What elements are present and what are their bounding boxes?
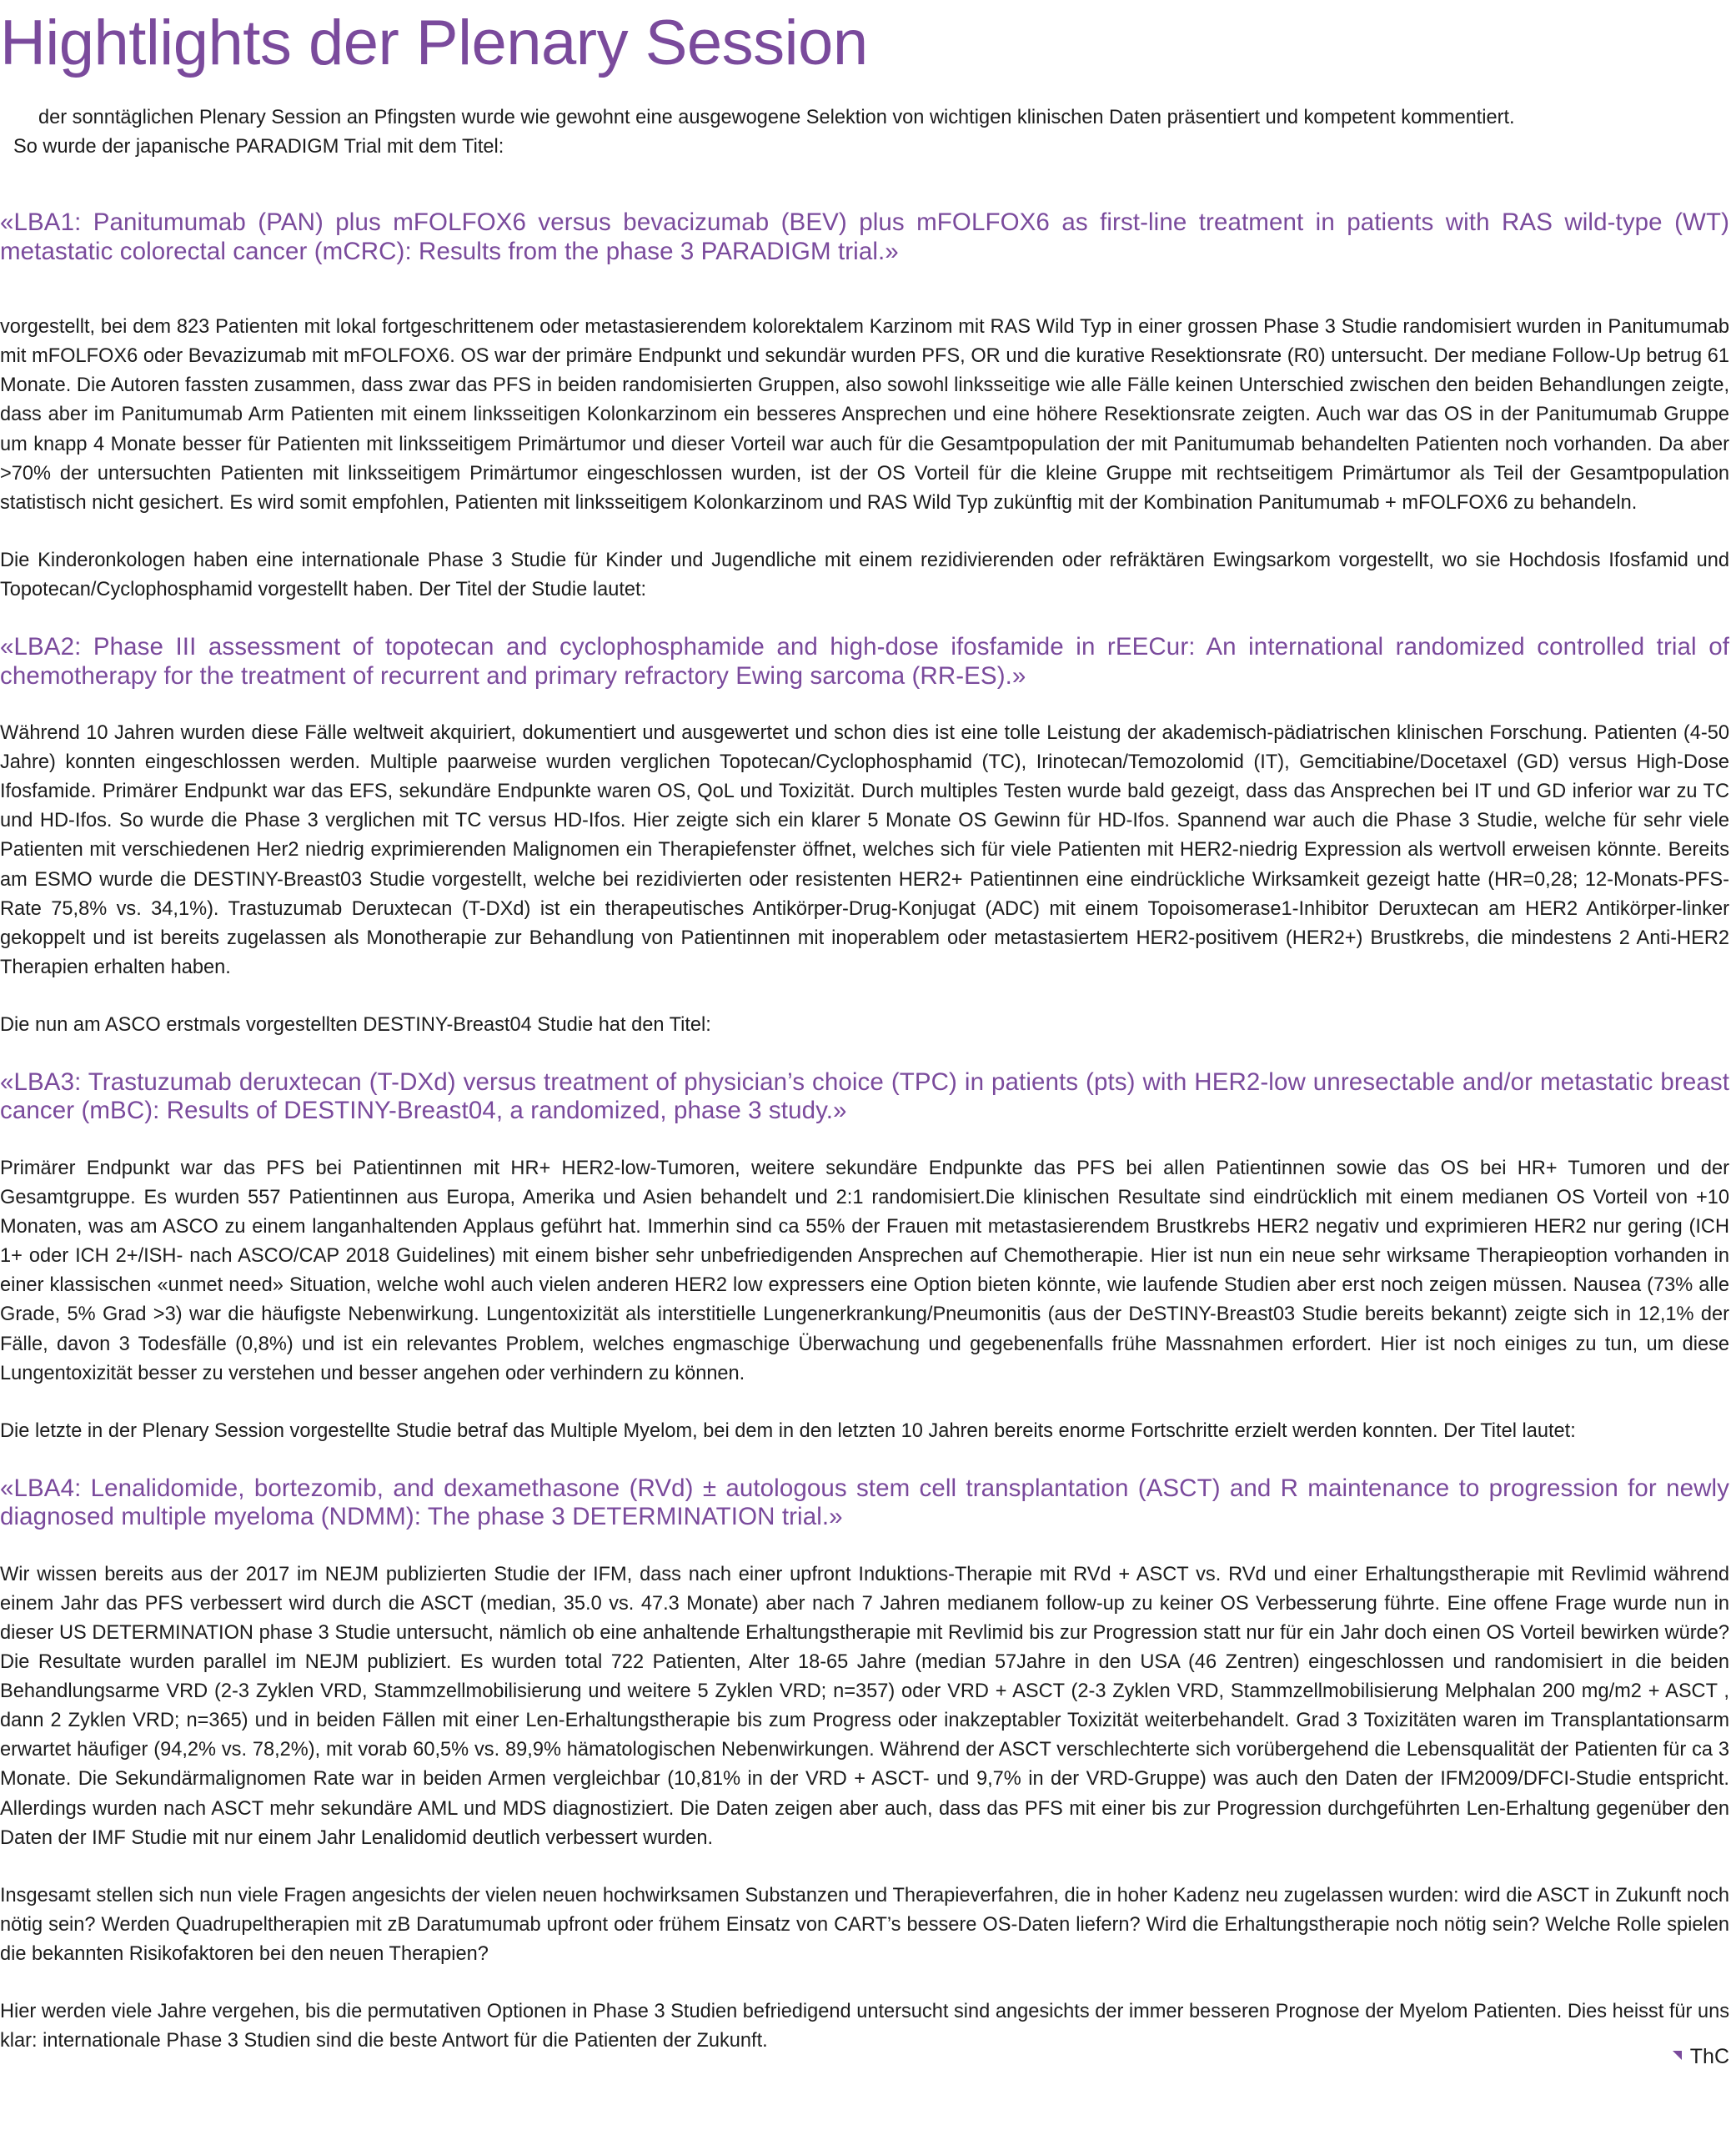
lba3-body: Primärer Endpunkt war das PFS bei Patientinnen mit HR+ HER2-low-Tumoren, weitere sekundäre Endpunkte das PFS bei allen Patientinnen sowie das OS bei HR+ Tumoren und der Gesamtgruppe. Es wurden 557 Patientinnen aus Europa, Amerika und Asien behandelt und 2:1 randomisiert.Die klinischen Resultate sind eindrücklich mit einem medianen OS Vorteil von +10 Monaten, was am ASCO zu einem langanhaltenden Applaus geführt hat. Immerhin sind ca 55% der Frauen mit metastasierendem Brustkrebs HER2 negativ und exprimieren HER2 nur gering (ICH 1+ oder ICH 2+/ISH- nach ASCO/CAP 2018 Guidelines) mit einem bisher sehr unbefriedigenden Ansprechen auf Chemotherapie. Hier ist nun ein neue sehr wirksame Therapieoption vorhanden in einer klassischen «unmet need» Situation, welche wohl auch vielen anderen HER2 low expressers eine Option bieten könnte, wie laufende Studien aber erst noch zeigen müssen. Nausea (73% alle Grade, 5% Grad >3) war die häufigste Nebenwirkung. Lungentoxizität als interstitielle Lungenerkrankung/Pneumonitis (aus der DeSTINY-Breast03 Studie bereits bekannt) zeigte sich in 12,1% der Fälle, davon 3 Todesfälle (0,8%) und ist ein relevantes Problem, welches engmaschige Überwachung und gegebenenfalls frühe Massnahmen erfordert. Hier ist noch einiges zu tun, um diese Lungentoxizität besser zu verstehen und besser angehen oder verhindern zu können.: [0, 1157, 1729, 1384]
lba4-title: «LBA4: Lenalidomide, bortezomib, and dexamethasone (RVd) ± autologous stem cell transplantation (ASCT) and R maintenance to progression for newly diagnosed multiple myeloma (NDMM): The phase 3 DETERMINATION trial.»: [0, 1474, 1729, 1531]
conclusion-paragraph-1: Insgesamt stellen sich nun viele Fragen angesichts der vielen neuen hochwirksamen Substanzen und Therapieverfahren, die in hoher Kadenz neu zugelassen wurden: wird die ASCT in Zukunft noch nötig sein? Werden Quadrupeltherapien mit zB Daratumumab upfront oder frühem Einsatz von CART’s bessere OS-Daten liefern? Wird die Erhaltungstherapie noch nötig sein? Welche Rolle spielen die bekannten Risikofaktoren bei den neuen Therapien?: [0, 1884, 1729, 1965]
intro-paragraph-2: So wurde der japanische PARADIGM Trial mit dem Titel:: [13, 136, 504, 158]
lba1-title: «LBA1: Panitumumab (PAN) plus mFOLFOX6 versus bevacizumab (BEV) plus mFOLFOX6 as first-line treatment in patients with RAS wild-type (WT) metastatic colorectal cancer (mCRC): Results from the phase 3 PARADIGM trial.»: [0, 208, 1729, 265]
conclusion-paragraph-2: Hier werden viele Jahre vergehen, bis die permutativen Optionen in Phase 3 Studien befriedigend untersucht sind angesichts der immer besseren Prognose der Myelom Patienten. Dies heisst für uns klar: internationale Phase 3 Studien sind die beste Antwort für die Patienten der Zukunft.: [0, 2001, 1729, 2052]
lba3-intro: Die nun am ASCO erstmals vorgestellten DESTINY-Breast04 Studie hat den Titel:: [0, 1013, 711, 1036]
lba4-body: Wir wissen bereits aus der 2017 im NEJM publizierten Studie der IFM, dass nach einer upfront Induktions-Therapie mit RVd + ASCT vs. RVd und einer Erhaltungstherapie mit Revlimid während einem Jahr das PFS verbessert wird durch die ASCT (median, 35.0 vs. 47.3 Monate) aber nach 7 Jahren medianem follow-up zu keiner OS Verbesserung führte. Eine offene Frage wurde nun in dieser US DETERMINATION phase 3 Studie untersucht, nämlich ob eine anhaltende Erhaltungstherapie mit Revlimid bis zur Progression statt nur für ein Jahr doch einen OS Vorteil bewirken würde? Die Resultate wurden parallel im NEJM publiziert. Es wurden total 722 Patienten, Alter 18-65 Jahre (median 57Jahre in den USA (46 Zentren) eingeschlossen und randomisiert in die beiden Behandlungsarme VRD (2-3 Zyklen VRD, Stammzellmobilisierung und weitere 5 Zyklen VRD; n=357) oder VRD + ASCT (2-3 Zyklen VRD, Stammzellmobilisierung Melphalan 200 mg/m2 + ASCT , dann 2 Zyklen VRD; n=365) und in beiden Fällen mit einer Len-Erhaltungstherapie bis zum Progress oder inakzeptabler Toxizität weiterbehandelt. Grad 3 Toxizitäten waren im Transplantationsarm erwartet häufiger (94,2% vs. 78,2%), mit vorab 60,5% vs. 89,9% hämatologischen Nebenwirkungen. Während der ASCT verschlechterte sich vorübergehend die Lebensqualität der Patienten für ca 3 Monate. Die Sekundärmalignomen Rate war in beiden Armen vergleichbar (10,81% in der VRD + ASCT- und 9,7% in der VRD-Gruppe) was auch den Daten der IFM2009/DFCI-Studie entspricht. Allerdings wurden nach ASCT mehr sekundäre AML und MDS diagnostiziert. Die Daten zeigen aber auch, dass das PFS mit einer bis zur Progression durchgeführten Len-Erhaltung gegenüber den Daten der IMF Studie mit nur einem Jahr Lenalidomid deutlich verbessert wurden.: [0, 1563, 1729, 1849]
lba1-body: vorgestellt, bei dem 823 Patienten mit lokal fortgeschrittenem oder metastasierendem kolorektalem Karzinom mit RAS Wild Typ in einer grossen Phase 3 Studie randomisiert wurden in Panitumumab mit mFOLFOX6 oder Bevazizumab mit mFOLFOX6. OS war der primäre Endpunkt und sekundär wurden PFS, OR und die kurative Resektionsrate (R0) untersucht. Der mediane Follow-Up betrug 61 Monate. Die Autoren fassten zusammen, dass zwar das PFS in beiden randomisierten Gruppen, also sowohl linksseitige wie alle Fälle keinen Unterschied zwischen den beiden Behandlungen zeigte, dass aber im Panitumumab Arm Patienten mit einem linksseitigen Kolonkarzinom ein besseres Ansprechen und eine höhere Resektionsrate zeigten. Auch war das OS in der Panitumumab Gruppe um knapp 4 Monate besser für Patienten mit linksseitigem Primärtumor und dieser Vorteil war auch für die Gesamtpopulation der mit Panitumumab behandelten Patienten noch vorhanden. Da aber >70% der untersuchten Patienten mit linksseitigem Primärtumor eingeschlossen wurden, ist der OS Vorteil für die kleine Gruppe mit rechtseitigem Primärtumor als Teil der Gesamtpopulation statistisch nicht gesichert. Es wird somit empfohlen, Patienten mit linksseitigem Kolonkarzinom und RAS Wild Typ zukünftig mit der Kombination Panitumumab + mFOLFOX6 zu behandeln.: [0, 316, 1729, 514]
article-body: [0, 103, 1729, 2056]
author-initials: ThC: [1689, 2045, 1729, 2068]
intro-paragraph: der sonntäglichen Plenary Session an Pfingsten wurde wie gewohnt eine ausgewogene Selektion von wichtigen klinischen Daten präsentiert und kompetent kommentiert.: [38, 107, 1515, 128]
lba4-intro: Die letzte in der Plenary Session vorgestellte Studie betraf das Multiple Myelom, bei dem in den letzten 10 Jahren bereits enorme Fortschritte erzielt werden konnten. Der Titel lautet:: [0, 1419, 1576, 1442]
author-signature: [1673, 2044, 1729, 2069]
lba2-intro: Die Kinderonkologen haben eine internationale Phase 3 Studie für Kinder und Jugendliche mit einem rezidivierenden oder refräktären Ewingsarkom vorgestellt, wo sie Hochdosis Ifosfamid und Topotecan/Cyclophosphamid vorgestellt haben. Der Titel der Studie lautet:: [0, 549, 1729, 600]
page-title: Hightlights der Plenary Session: [0, 8, 868, 78]
lba2-title: «LBA2: Phase III assessment of topotecan and cyclophosphamide and high-dose ifosfamide in rEECur: An international randomized controlled trial of chemotherapy for the treatment of recurrent and primary refractory Ewing sarcoma (RR-ES).»: [0, 633, 1729, 690]
lba2-body: Während 10 Jahren wurden diese Fälle weltweit akquiriert, dokumentiert und ausgewertet und schon dies ist eine tolle Leistung der akademisch-pädiatrischen klinischen Forschung. Patienten (4-50 Jahre) konnten eingeschlossen werden. Multiple paarweise wurden verglichen Topotecan/Cyclophosphamid (TC), Irinotecan/Temozolomid (IT), Gemcitiabine/Docetaxel (GD) versus High-Dose Ifosfamide. Primärer Endpunkt war das EFS, sekundäre Endpunkte waren OS, QoL und Toxizität. Durch multiples Testen wurde bald gezeigt, dass das Ansprechen bei IT und GD inferior war zu TC und HD-Ifos. So wurde die Phase 3 verglichen mit TC versus HD-Ifos. Hier zeigte sich ein klarer 5 Monate OS Gewinn für HD-Ifos. Spannend war auch die Phase 3 Studie, welche für sehr viele Patienten mit verschiedenen Her2 niedrig exprimierenden Malignomen ein Therapiefenster öffnet, welches sich für viele Patienten mit HER2-niedrig Expression als wertvoll erweisen könnte. Bereits am ESMO wurde die DESTINY-Breast03 Studie vorgestellt, welche bei rezidivierten oder resistenten HER2+ Patientinnen eine eindrückliche Wirksamkeit gezeigt hatte (HR=0,28; 12-Monats-PFS-Rate 75,8% vs. 34,1%). Trastuzumab Deruxtecan (T-DXd) ist ein therapeutisches Antikörper-Drug-Konjugat (ADC) mit einem Topoisomerase1-Inhibitor Deruxtecan am HER2 Antikörper-linker gekoppelt und ist bereits zugelassen als Monotherapie zur Behandlung von Patientinnen mit inoperablem oder metastasiertem HER2-positivem (HER2+) Brustkrebs, die mindestens 2 Anti-HER2 Therapien erhalten haben.: [0, 722, 1729, 978]
lba3-title: «LBA3: Trastuzumab deruxtecan (T-DXd) versus treatment of physician’s choice (TPC) in patients (pts) with HER2-low unresectable and/or metastatic breast cancer (mBC): Results of DESTINY-Breast04, a randomized, phase 3 study.»: [0, 1068, 1729, 1125]
corner-marker-icon: [1673, 2051, 1682, 2060]
